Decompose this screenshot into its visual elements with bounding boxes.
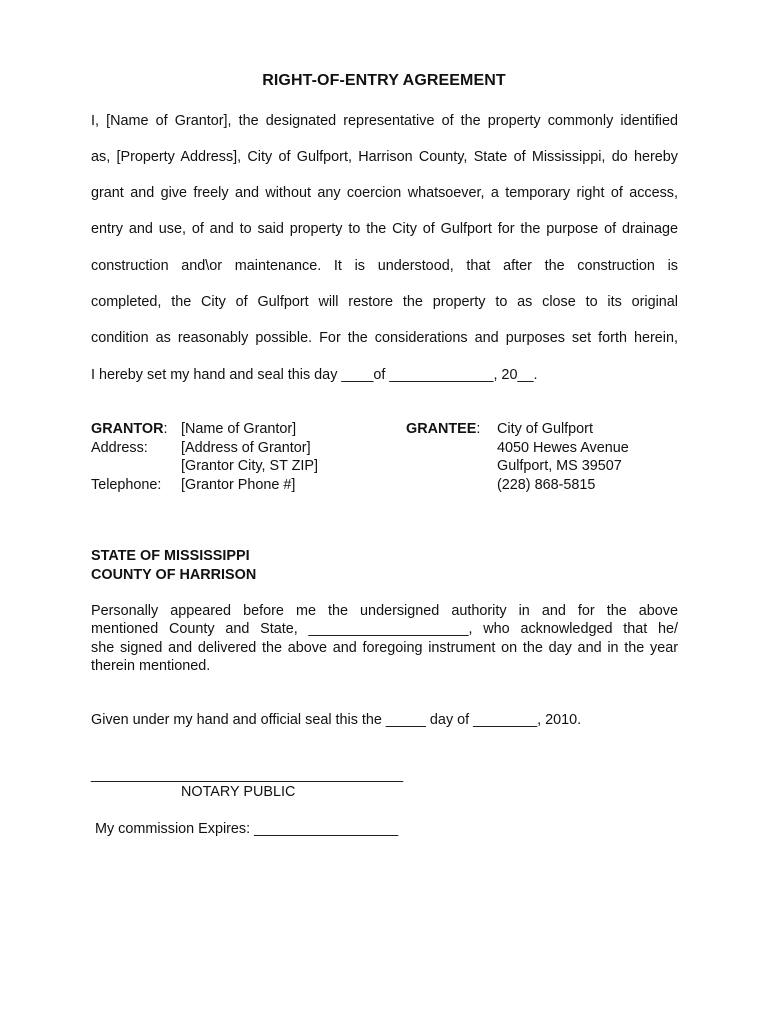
grantee-telephone: (228) 868-5815 <box>497 476 596 493</box>
grantee-name: City of Gulfport <box>497 421 593 437</box>
grantee-values <box>497 420 629 494</box>
notary-paragraph <box>91 602 678 675</box>
notary-public-label: NOTARY PUBLIC <box>181 784 296 800</box>
notary-line: mentioned County and State, ____________________, who acknowledged that he/ <box>91 621 678 638</box>
county-heading: COUNTY OF HARRISON <box>91 566 257 583</box>
document-title: RIGHT-OF-ENTRY AGREEMENT <box>262 72 506 89</box>
venue-headings <box>91 547 256 584</box>
body-line: entry and use, of and to said property to the City of Gulfport for the purpose of drainage <box>91 221 678 237</box>
grantee-address-line2: Gulfport, MS 39507 <box>497 458 622 474</box>
body-line: construction and\or maintenance. It is understood, that after the construction is <box>91 258 678 274</box>
state-heading: STATE OF MISSISSIPPI <box>91 548 250 564</box>
grantor-colon: : <box>163 421 168 437</box>
grantee-address-line1: 4050 Hewes Avenue <box>497 439 629 456</box>
grantor-telephone: [Grantor Phone #] <box>181 476 296 493</box>
grantee-label-wrap <box>406 420 480 439</box>
body-line-last: I hereby set my hand and seal this day ____of _____________, 20__. <box>91 367 538 383</box>
grantor-name: [Name of Grantor] <box>181 421 297 437</box>
grantor-address-line2: [Grantor City, ST ZIP] <box>181 458 319 474</box>
commission-expires-line: My commission Expires: __________________ <box>95 821 399 837</box>
grantee-colon: : <box>476 421 481 437</box>
notary-line: Personally appeared before me the undersigned authority in and for the above <box>91 603 678 619</box>
grantee-label: GRANTEE <box>406 421 477 437</box>
body-line: as, [Property Address], City of Gulfport, Harrison County, State of Mississippi, do hereby <box>91 149 678 165</box>
signature-line: _______________________________________ <box>91 767 404 783</box>
notary-line-last: therein mentioned. <box>91 657 211 674</box>
grantor-labels <box>91 420 168 494</box>
body-line: I, [Name of Grantor], the designated representative of the property commonly identified <box>91 113 678 129</box>
grantor-telephone-label: Telephone: <box>91 476 162 493</box>
given-line: Given under my hand and official seal this the _____ day of ________, 2010. <box>91 712 582 728</box>
body-line: grant and give freely and without any coercion whatsoever, a temporary right of access, <box>91 185 678 201</box>
body-line: condition as reasonably possible. For the considerations and purposes set forth herein, <box>91 330 678 346</box>
grantor-label: GRANTOR <box>91 421 164 437</box>
grantor-values <box>181 420 318 494</box>
body-line: completed, the City of Gulfport will restore the property to as close to its original <box>91 294 678 310</box>
notary-line: she signed and delivered the above and foregoing instrument on the day and in the year <box>91 639 678 656</box>
grantor-address-label: Address: <box>91 439 148 456</box>
grantor-address-line1: [Address of Grantor] <box>181 439 311 456</box>
